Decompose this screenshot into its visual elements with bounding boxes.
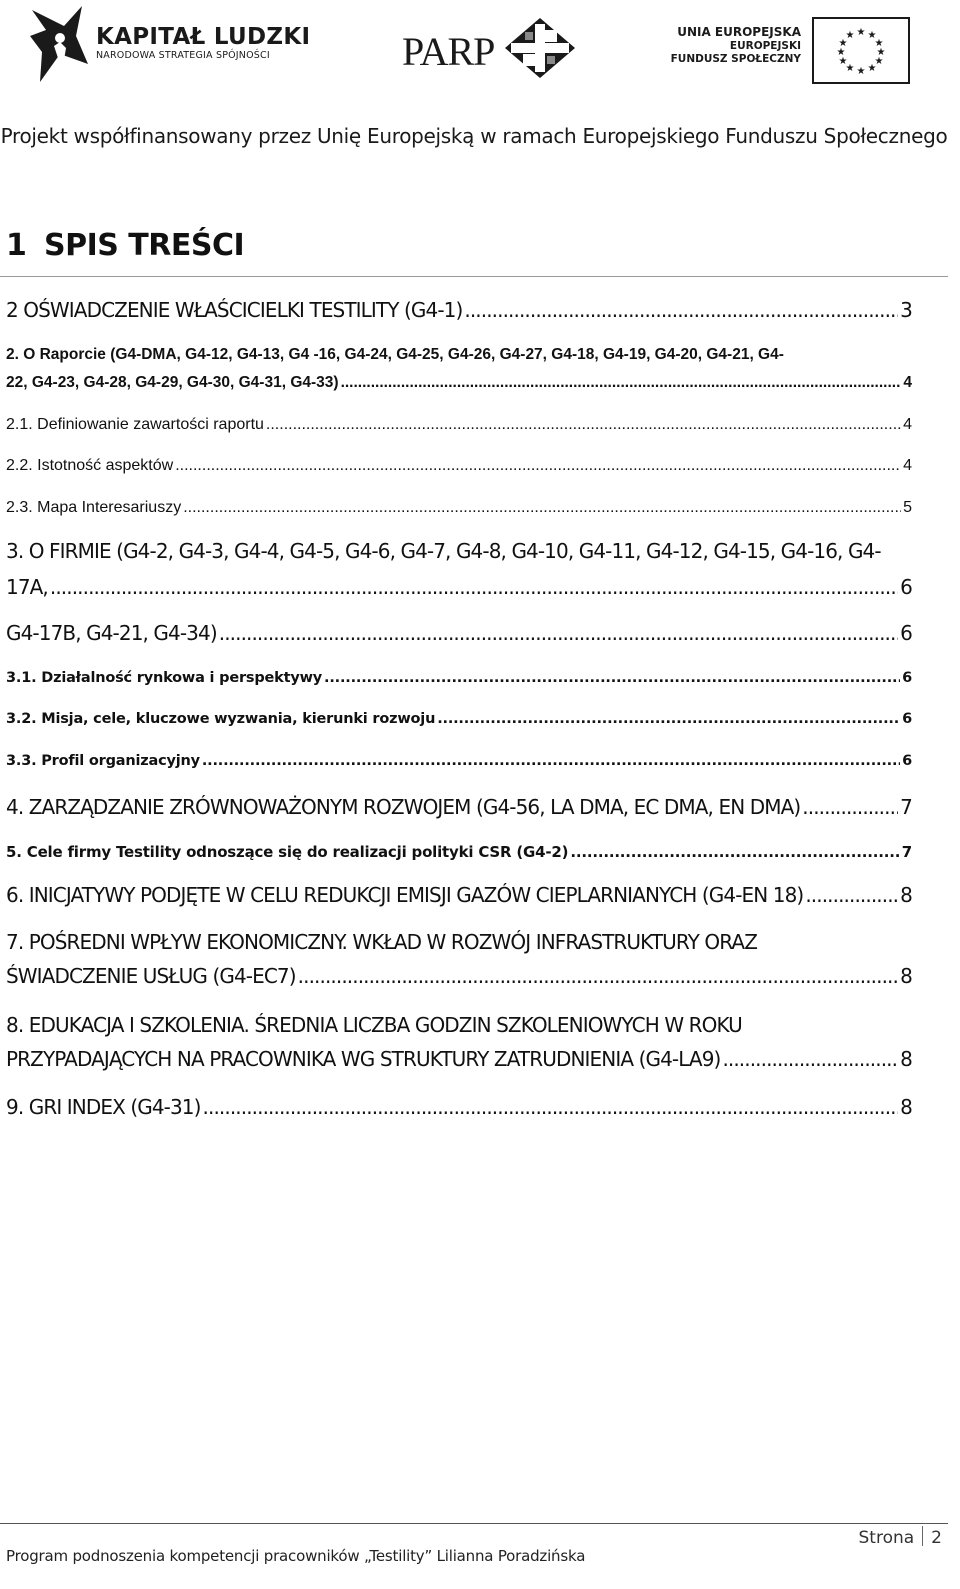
toc-leader <box>203 1095 899 1119</box>
toc-entry-page: 4 <box>903 416 912 433</box>
toc-entry-page: 6 <box>902 753 912 769</box>
svg-text:★: ★ <box>876 47 886 58</box>
toc-leader <box>202 753 900 769</box>
toc-entry[interactable] <box>6 883 912 907</box>
logo-left-title: KAPITAŁ LUDZKI <box>96 24 311 50</box>
svg-text:★: ★ <box>838 38 848 49</box>
toc-entry[interactable] <box>6 1095 912 1119</box>
toc-leader <box>266 416 901 434</box>
toc-entry-line[interactable]: 7. POŚREDNI WPŁYW EKONOMICZNY. WKŁAD W ROZWÓJ INFRASTRUKTURY ORAZ <box>6 930 757 954</box>
toc-entry-page: 8 <box>900 964 912 988</box>
toc-entry-page: 3 <box>900 298 912 322</box>
toc-entry[interactable] <box>6 670 912 686</box>
parp-mark-icon <box>505 18 575 78</box>
toc-leader <box>722 1047 898 1071</box>
toc-leader <box>802 795 898 819</box>
toc-entry-page: 8 <box>900 883 912 907</box>
toc-entry-line[interactable]: 2. O Raporcie (G4-DMA, G4-12, G4-13, G4 -16, G4-24, G4-25, G4-26, G4-27, G4-18, G4-19, G4-20, G4-21, G4- <box>6 346 784 363</box>
toc-leader <box>175 457 901 475</box>
toc-entry-text: 2.1. Definiowanie zawartości raportu <box>6 416 264 433</box>
page-label: Strona <box>858 1528 915 1548</box>
toc-entry-page: 6 <box>902 711 912 727</box>
svg-text:★: ★ <box>856 66 866 77</box>
toc-entry-text: 17A, <box>6 575 48 599</box>
toc-leader <box>805 883 898 907</box>
toc-entry-text: 4. ZARZĄDZANIE ZRÓWNOWAŻONYM ROZWOJEM (G4-56, LA DMA, EC DMA, EN DMA) <box>6 795 801 819</box>
toc-entry-page: 7 <box>901 843 912 861</box>
toc-entry[interactable] <box>6 964 912 988</box>
kapital-ludzki-logo <box>96 24 310 62</box>
toc-entry-text: ŚWIADCZENIE USŁUG (G4-EC7) <box>6 964 296 988</box>
toc-heading-title: SPIS TREŚCI <box>44 228 245 263</box>
svg-text:★: ★ <box>845 63 855 74</box>
toc-entry[interactable] <box>6 621 912 645</box>
svg-text:★: ★ <box>845 30 855 41</box>
footer-text: Program podnoszenia kompetencji pracowników „Testility” Lilianna Poradzińska <box>6 1547 586 1565</box>
toc-entry-line[interactable]: 8. EDUKACJA I SZKOLENIA. ŚREDNIA LICZBA GODZIN SZKOLENIOWYCH W ROKU <box>6 1013 742 1037</box>
toc-leader <box>464 298 898 322</box>
toc-entry[interactable] <box>6 1047 912 1071</box>
kapital-ludzki-star-icon <box>30 2 90 84</box>
svg-text:★: ★ <box>838 56 848 67</box>
toc-leader <box>219 621 898 645</box>
toc-entry-text: 6. INICJATYWY PODJĘTE W CELU REDUKCJI EMISJI GAZÓW CIEPLARNIANYCH (G4-EN 18) <box>6 883 804 907</box>
toc-entry-page: 8 <box>900 1095 912 1119</box>
svg-text:★: ★ <box>836 47 846 58</box>
toc-heading <box>6 228 244 263</box>
toc-entry-page: 4 <box>903 457 912 474</box>
toc-entry-line[interactable]: 3. O FIRMIE (G4-2, G4-3, G4-4, G4-5, G4-6, G4-7, G4-8, G4-10, G4-11, G4-12, G4-15, G4-16, G4- <box>6 539 881 563</box>
ue-logo-text <box>668 24 801 66</box>
toc-entry[interactable] <box>6 499 912 517</box>
toc-entry[interactable] <box>6 457 912 475</box>
logo-right-line1: EUROPEJSKI <box>729 40 801 52</box>
toc-entry-text: 3.2. Misja, cele, kluczowe wyzwania, kierunki rozwoju <box>6 711 436 727</box>
toc-leader <box>50 575 898 599</box>
toc-entry[interactable] <box>6 795 912 819</box>
toc-entry-page: 8 <box>900 1047 912 1071</box>
toc-entry[interactable] <box>6 753 912 769</box>
page-number-value: 2 <box>931 1528 942 1548</box>
toc-entry-text: 2.3. Mapa Interesariuszy <box>6 499 182 516</box>
toc-entry-page: 7 <box>900 795 912 819</box>
toc-entry-page: 4 <box>903 374 912 391</box>
footer-divider <box>0 1523 948 1524</box>
toc-entry-page: 6 <box>902 670 912 686</box>
logo-left-subtitle: NARODOWA STRATEGIA SPÓJNOŚCI <box>96 50 270 61</box>
toc-leader <box>437 711 900 727</box>
svg-text:★: ★ <box>856 27 866 38</box>
toc-entry-text: 2.2. Istotność aspektów <box>6 457 174 474</box>
toc-leader <box>341 374 902 392</box>
page-number <box>859 1526 943 1548</box>
toc-entry-text: 9. GRI INDEX (G4-31) <box>6 1095 201 1119</box>
toc-entry[interactable] <box>6 711 912 727</box>
toc-entry[interactable] <box>6 416 912 434</box>
svg-text:★: ★ <box>867 63 877 74</box>
header-logos <box>0 0 960 100</box>
logo-right-line2: FUNDUSZ SPOŁECZNY <box>670 53 801 65</box>
toc-entry-page: 6 <box>900 621 912 645</box>
logo-right-title: UNIA EUROPEJSKA <box>677 25 801 39</box>
toc-entry[interactable] <box>6 843 912 861</box>
toc-entry-text: 5. Cele firmy Testility odnoszące się do realizacji polityki CSR (G4-2) <box>6 843 569 861</box>
page-number-separator <box>922 1526 923 1546</box>
toc-entry-text: 22, G4-23, G4-28, G4-29, G4-30, G4-31, G4-33) <box>6 374 339 391</box>
toc-leader <box>183 499 901 517</box>
svg-text:★: ★ <box>874 38 884 49</box>
toc-entry[interactable] <box>6 575 912 599</box>
project-tagline: Projekt współfinansowany przez Unię Europejską w ramach Europejskiego Funduszu Społecznego <box>0 124 948 148</box>
eu-flag-icon <box>812 17 910 84</box>
toc-entry-text: PRZYPADAJĄCYCH NA PRACOWNIKA WG STRUKTURY ZATRUDNIENIA (G4-LA9) <box>6 1047 721 1071</box>
toc-entry-page: 5 <box>903 499 912 516</box>
toc-entry-text: 3.1. Działalność rynkowa i perspektywy <box>6 670 323 686</box>
svg-text:★: ★ <box>867 30 877 41</box>
toc-heading-number: 1 <box>6 228 27 263</box>
parp-logo-text: PARP <box>402 29 495 74</box>
svg-text:★: ★ <box>874 56 884 67</box>
toc-leader <box>570 843 899 861</box>
toc-divider <box>0 276 948 277</box>
toc-entry[interactable] <box>6 298 912 322</box>
toc-entry[interactable] <box>6 374 912 392</box>
toc-entry-text: 3.3. Profil organizacyjny <box>6 753 200 769</box>
toc-entry-page: 6 <box>900 575 912 599</box>
toc-entry-text: 2 OŚWIADCZENIE WŁAŚCICIELKI TESTILITY (G4-1) <box>6 298 463 322</box>
toc-leader <box>324 670 900 686</box>
toc-leader <box>298 964 899 988</box>
toc-entry-text: G4-17B, G4-21, G4-34) <box>6 621 217 645</box>
